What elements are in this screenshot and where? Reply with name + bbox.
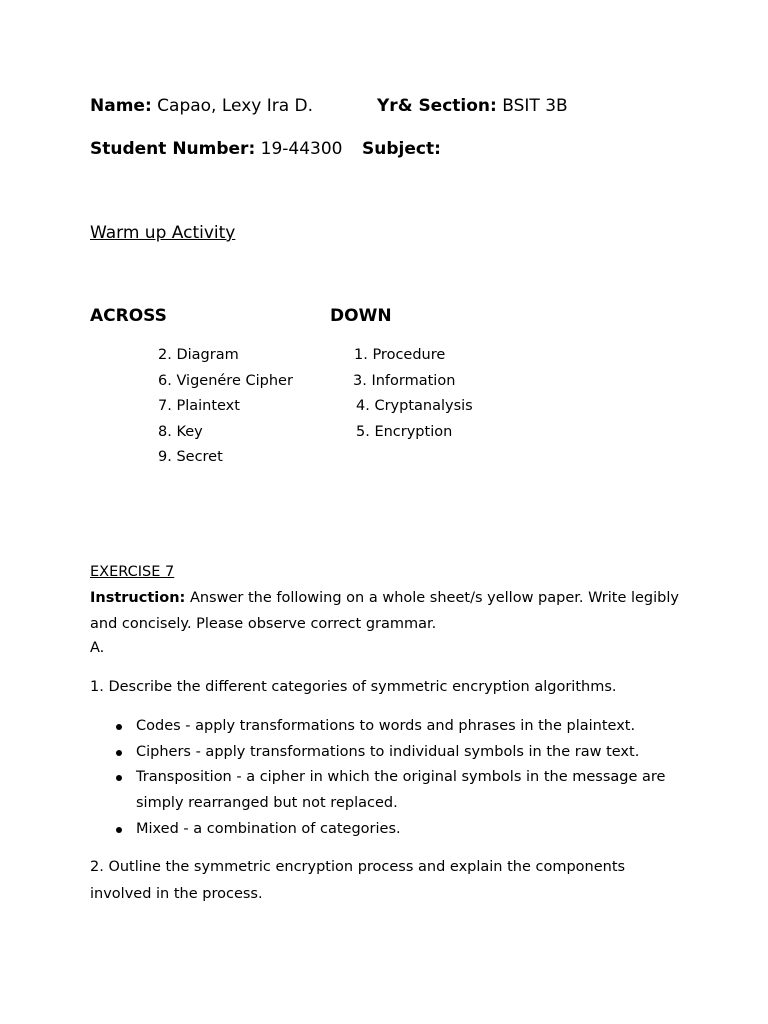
exercise-title: EXERCISE 7	[90, 564, 175, 580]
bullet-dot	[116, 750, 122, 756]
bullet-dot	[116, 827, 122, 833]
section-line	[377, 96, 568, 116]
bullet-dot	[116, 775, 122, 781]
instruction-label: Instruction:	[90, 590, 186, 606]
across-heading: ACROSS	[90, 306, 167, 326]
name-line	[90, 96, 313, 116]
student-number-value: 19-44300	[260, 139, 343, 159]
section-label: Yr& Section:	[377, 96, 497, 116]
across-item: 2. Diagram	[158, 347, 239, 363]
section-value: BSIT 3B	[502, 96, 568, 116]
question-2-line-2: involved in the process.	[90, 886, 263, 902]
name-value: Capao, Lexy Ira D.	[157, 96, 314, 116]
question-2-line-1: 2. Outline the symmetric encryption process and explain the components	[90, 859, 626, 875]
bullet-item: Codes - apply transformations to words and phrases in the plaintext.	[136, 718, 636, 734]
down-item: 3. Information	[353, 373, 456, 389]
down-heading: DOWN	[330, 306, 392, 326]
down-item: 1. Procedure	[354, 347, 446, 363]
across-item: 9. Secret	[158, 449, 223, 465]
across-item: 7. Plaintext	[158, 398, 240, 414]
bullet-item: Transposition - a cipher in which the original symbols in the message are	[136, 769, 666, 785]
student-number-line	[90, 139, 343, 159]
subject-label: Subject:	[362, 139, 441, 159]
warmup-title: Warm up Activity	[90, 223, 236, 243]
student-number-label: Student Number:	[90, 139, 256, 159]
down-item: 5. Encryption	[356, 424, 453, 440]
part-label: A.	[90, 640, 105, 656]
down-item: 4. Cryptanalysis	[356, 398, 473, 414]
bullet-dot	[116, 724, 122, 730]
across-item: 8. Key	[158, 424, 203, 440]
across-item: 6. Vigenére Cipher	[158, 373, 293, 389]
instruction-text-2: and concisely. Please observe correct grammar.	[90, 616, 437, 632]
instruction-line-1	[90, 590, 679, 606]
bullet-item: Ciphers - apply transformations to individual symbols in the raw text.	[136, 744, 640, 760]
question-1: 1. Describe the different categories of symmetric encryption algorithms.	[90, 679, 617, 695]
bullet-item: Mixed - a combination of categories.	[136, 821, 401, 837]
instruction-text-1: Answer the following on a whole sheet/s yellow paper. Write legibly	[189, 590, 679, 606]
name-label: Name:	[90, 96, 152, 116]
bullet-item-continued: simply rearranged but not replaced.	[136, 795, 398, 811]
